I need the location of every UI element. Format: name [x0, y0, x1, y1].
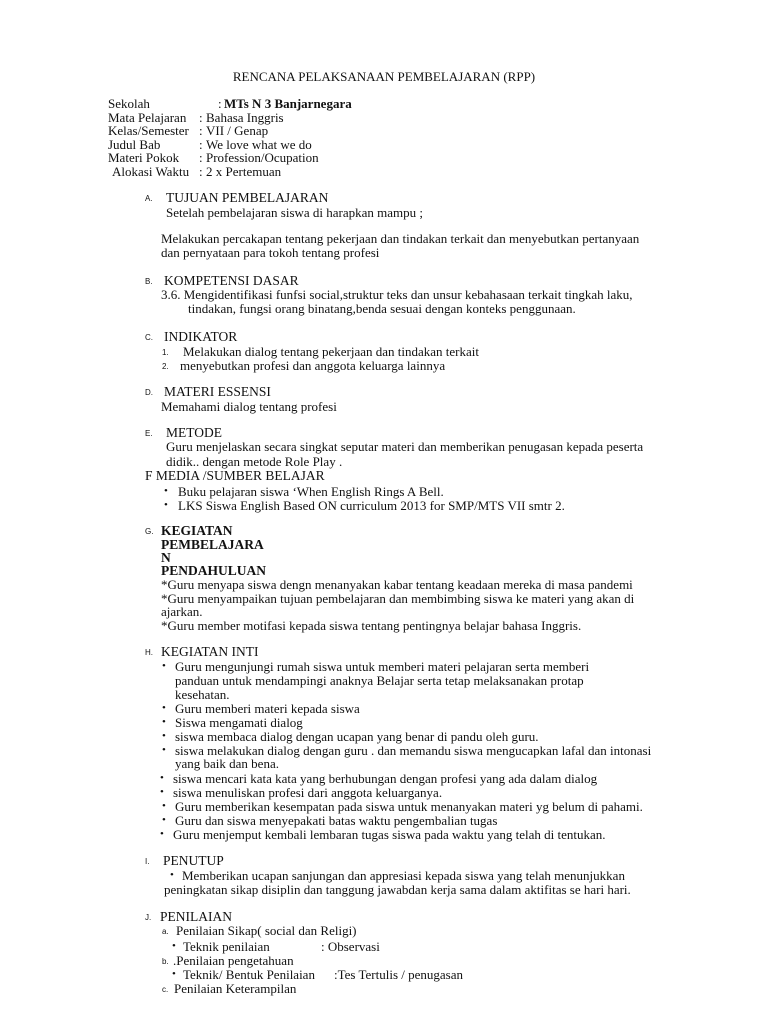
section-line: *Guru menyampaikan tujuan pembelajaran dan membimbing siswa ke materi yang akan di: [161, 591, 635, 606]
section-heading: METODE: [166, 425, 222, 440]
section-heading: PENUTUP: [163, 853, 224, 868]
section-marker: G.: [145, 527, 154, 536]
detail-value: :Tes Tertulis / penugasan: [334, 967, 463, 982]
bullet-icon: •: [160, 828, 164, 840]
identity-label: Alokasi Waktu: [112, 164, 190, 179]
bullet-icon: •: [160, 786, 164, 798]
detail-value: : Observasi: [321, 939, 380, 954]
section-heading: N: [161, 550, 171, 565]
bullet-icon: •: [162, 814, 166, 826]
identity-label: Materi Pokok: [108, 150, 180, 165]
section-intro: Setelah pembelajaran siswa di harapkan mampu ;: [166, 205, 424, 220]
section-marker: A.: [145, 194, 153, 203]
identity-label: Sekolah: [108, 96, 150, 111]
section-line: Guru menjelaskan secara singkat seputar materi dan memberikan penugasan kepada peserta: [166, 439, 644, 454]
section-marker: B.: [145, 277, 153, 286]
identity-value: 2 x Pertemuan: [206, 164, 282, 179]
section-heading: F MEDIA /SUMBER BELAJAR: [145, 468, 325, 483]
section-heading: KOMPETENSI DASAR: [164, 273, 299, 288]
list-item: siswa melakukan dialog dengan guru . dan memandu siswa mengucapkan lafal dan intonasi: [175, 743, 652, 758]
list-number: 1.: [162, 348, 169, 357]
bullet-icon: •: [160, 772, 164, 784]
list-item: Guru memberi materi kepada siswa: [175, 701, 360, 716]
bullet-icon: •: [164, 485, 168, 497]
identity-value: Profession/Ocupation: [206, 150, 319, 165]
identity-label: Kelas/Semester: [108, 123, 189, 138]
bullet-icon: •: [170, 869, 174, 881]
section-heading: INDIKATOR: [164, 329, 238, 344]
section-marker: J.: [145, 913, 152, 922]
list-item: menyebutkan profesi dan anggota keluarga lainnya: [180, 358, 446, 373]
section-line: tindakan, fungsi orang binatang,benda sesuai dengan konteks penggunaan.: [188, 301, 576, 316]
section-line: ajarkan.: [161, 604, 203, 619]
section-marker: H.: [145, 648, 153, 657]
list-item: siswa menuliskan profesi dari anggota keluarganya.: [173, 785, 443, 800]
sub-marker: a.: [162, 927, 169, 936]
section-line: dan pernyataan para tokoh tentang profesi: [161, 245, 380, 260]
section-line: Memahami dialog tentang profesi: [161, 399, 337, 414]
list-item: Melakukan dialog tentang pekerjaan dan tindakan terkait: [183, 344, 479, 359]
section-subheading: PENDAHULUAN: [161, 563, 267, 578]
page-title: RENCANA PELAKSANAAN PEMBELAJARAN (RPP): [232, 69, 536, 84]
list-item: LKS Siswa English Based ON curriculum 2013 for SMP/MTS VII smtr 2.: [178, 498, 565, 513]
bullet-icon: •: [162, 730, 166, 742]
list-item-continuation: kesehatan.: [175, 687, 230, 702]
list-item: Buku pelajaran siswa ‘When English Rings A Bell.: [178, 484, 444, 499]
list-item: siswa mencari kata kata yang berhubungan dengan profesi yang ada dalam dialog: [173, 771, 598, 786]
bullet-icon: •: [164, 499, 168, 511]
section-line: Memberikan ucapan sanjungan dan appresiasi kepada siswa yang telah menunjukkan: [182, 868, 625, 883]
section-marker: C.: [145, 333, 153, 342]
list-item: siswa membaca dialog dengan ucapan yang benar di pandu oleh guru.: [175, 729, 539, 744]
section-heading: KEGIATAN INTI: [161, 644, 259, 659]
section-marker: D.: [145, 388, 153, 397]
identity-sep: :: [199, 150, 203, 165]
list-number: 2.: [162, 362, 169, 371]
sub-marker: b.: [162, 957, 169, 966]
sub-item: Penilaian Keterampilan: [174, 981, 297, 996]
bullet-icon: •: [162, 702, 166, 714]
identity-label: Judul Bab: [108, 137, 161, 152]
detail-label: Teknik penilaian: [183, 939, 270, 954]
list-item: Guru dan siswa menyepakati batas waktu pengembalian tugas: [175, 813, 498, 828]
list-item: Guru menjemput kembali lembaran tugas siswa pada waktu yang telah di tentukan.: [173, 827, 606, 842]
bullet-icon: •: [162, 744, 166, 756]
section-heading: PEMBELAJARA: [161, 537, 264, 552]
bullet-icon: •: [162, 800, 166, 812]
section-line: *Guru menyapa siswa dengn menanyakan kabar tentang keadaan mereka di masa pandemi: [161, 577, 633, 592]
sub-marker: c.: [162, 985, 169, 994]
section-line: didik.. dengan metode Role Play .: [166, 454, 343, 469]
identity-sep: :: [218, 96, 222, 111]
sub-item: Penilaian Sikap( social dan Religi): [176, 923, 357, 938]
section-line: *Guru member motifasi kepada siswa tentang pentingnya belajar bahasa Inggris.: [161, 618, 582, 633]
list-item-continuation: yang baik dan bena.: [175, 756, 279, 771]
section-heading: MATERI ESSENSI: [164, 384, 271, 399]
identity-value: We love what we do: [206, 137, 312, 152]
bullet-icon: •: [172, 968, 176, 980]
section-marker: I.: [145, 857, 150, 866]
list-item: Guru mengunjungi rumah siswa untuk memberi materi pelajaran serta memberi: [175, 659, 590, 674]
identity-sep: :: [199, 123, 203, 138]
section-heading: TUJUAN PEMBELAJARAN: [166, 190, 329, 205]
identity-value: VII / Genap: [206, 123, 269, 138]
sub-item: .Penilaian pengetahuan: [173, 953, 294, 968]
identity-sep: :: [199, 164, 203, 179]
section-line: peningkatan sikap disiplin dan tanggung jawabdan kerja sama dalam aktifitas se hari hari.: [164, 882, 631, 897]
section-heading: PENILAIAN: [160, 909, 232, 924]
bullet-icon: •: [162, 660, 166, 672]
list-item: Guru memberikan kesempatan pada siswa untuk menanyakan materi yg belum di pahami.: [175, 799, 643, 814]
identity-value: Bahasa Inggris: [206, 110, 284, 125]
detail-label: Teknik/ Bentuk Penilaian: [183, 967, 315, 982]
identity-sep: :: [199, 110, 203, 125]
section-heading: KEGIATAN: [161, 523, 233, 538]
list-item: Siswa mengamati dialog: [175, 715, 303, 730]
bullet-icon: •: [162, 716, 166, 728]
bullet-icon: •: [172, 940, 176, 952]
identity-label: Mata Pelajaran: [108, 110, 187, 125]
list-item-continuation: panduan untuk mendampingi anaknya Belajar serta tetap melaksanakan protap: [175, 673, 584, 688]
identity-value-school: MTs N 3 Banjarnegara: [224, 96, 352, 111]
section-marker: E.: [145, 429, 153, 438]
section-line: 3.6. Mengidentifikasi funfsi social,struktur teks dan unsur kebahasaan terkait tingkah laku,: [161, 287, 633, 302]
identity-sep: :: [199, 137, 203, 152]
section-line: Melakukan percakapan tentang pekerjaan dan tindakan terkait dan menyebutkan pertanyaan: [161, 231, 640, 246]
